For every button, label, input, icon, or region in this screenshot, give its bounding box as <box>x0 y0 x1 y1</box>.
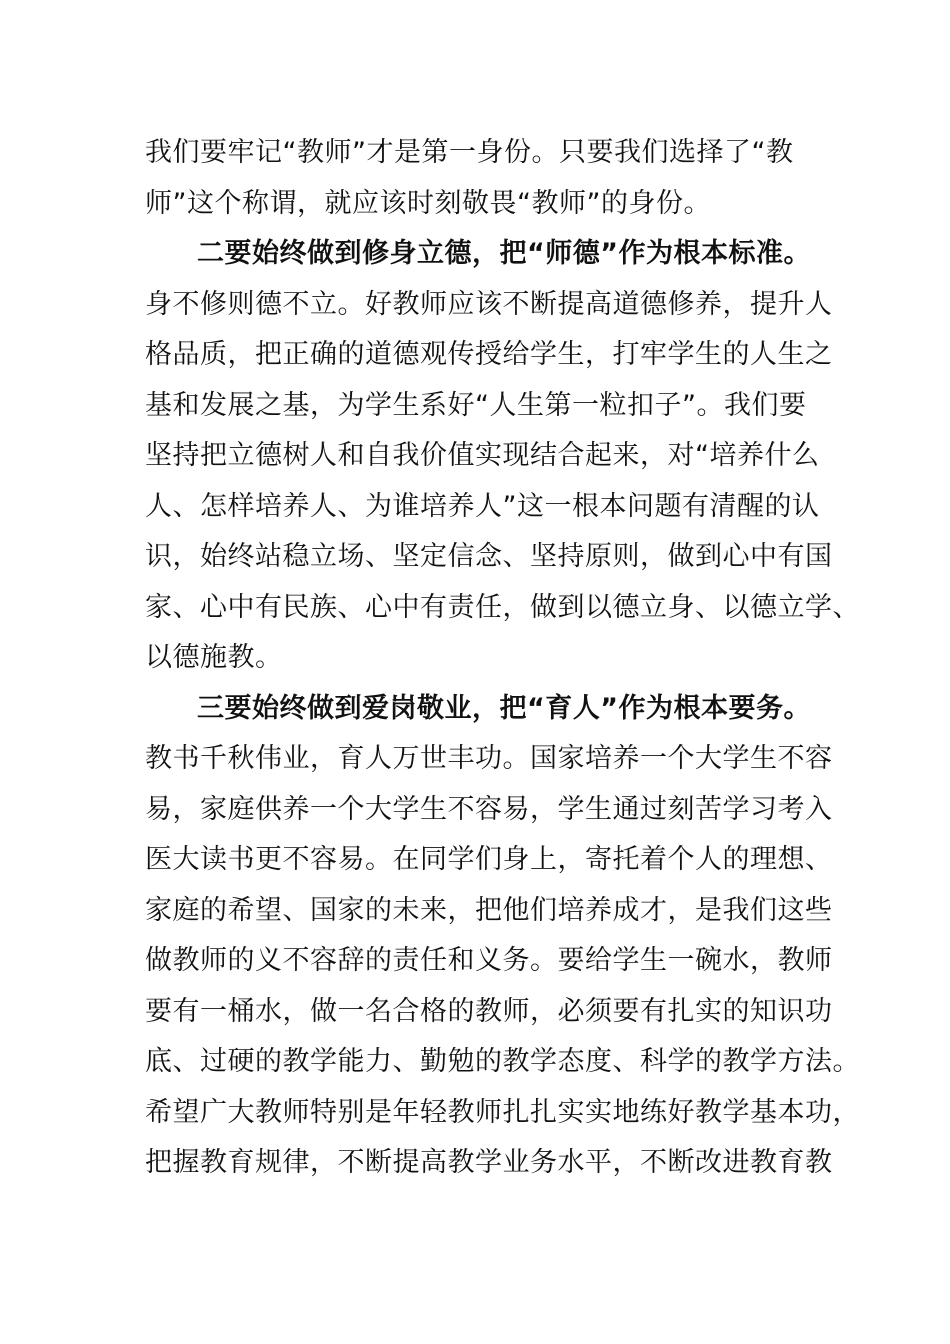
text-line: 家庭的希望、国家的未来，把他们培养成才，是我们这些 <box>145 894 833 926</box>
text-line: 易，家庭供养一个大学生不容易，学生通过刻苦学习考入 <box>145 793 833 825</box>
text-line: 希望广大教师特别是年轻教师扎扎实实地练好教学基本功， <box>145 1096 860 1128</box>
section-heading: 三要始终做到爱岗敬业，把“育人”作为根本要务。 <box>197 692 811 724</box>
document-body <box>145 128 860 1189</box>
text-line: 教书千秋伟业，育人万世丰功。国家培养一个大学生不容 <box>145 743 833 774</box>
text-line: 识，始终站稳立场、坚定信念、坚持原则，做到心中有国 <box>145 541 833 572</box>
text-line: 以德施教。 <box>145 642 283 673</box>
text-line: 我们要牢记“教师”才是第一身份。只要我们选择了“教 <box>145 137 794 168</box>
text-line: 身不修则德不立。好教师应该不断提高道德修养，提升人 <box>145 288 833 320</box>
text-line: 把握教育规律，不断提高教学业务水平，不断改进教育教 <box>145 1147 833 1178</box>
text-line: 基和发展之基，为学生系好“人生第一粒扣子”。我们要 <box>145 389 807 421</box>
text-line: 做教师的义不容辞的责任和义务。要给学生一碗水，教师 <box>145 945 833 976</box>
text-line: 人、怎样培养人、为谁培养人”这一根本问题有清醒的认 <box>145 490 820 522</box>
text-line: 家、心中有民族、心中有责任，做到以德立身、以德立学、 <box>145 591 860 623</box>
text-line: 要有一桶水，做一名合格的教师，必须要有扎实的知识功 <box>145 995 833 1027</box>
text-line: 底、过硬的教学能力、勤勉的教学态度、科学的教学方法。 <box>145 1046 860 1077</box>
section-heading: 二要始终做到修身立德，把“师德”作为根本标准。 <box>197 238 811 269</box>
text-line: 医大读书更不容易。在同学们身上，寄托着个人的理想、 <box>145 844 833 875</box>
text-line: 坚持把立德树人和自我价值实现结合起来，对“培养什么 <box>145 440 820 471</box>
text-line: 格品质，把正确的道德观传授给学生，打牢学生的人生之 <box>145 339 833 370</box>
text-line: 师”这个称谓，就应该时刻敬畏“教师”的身份。 <box>145 187 711 219</box>
